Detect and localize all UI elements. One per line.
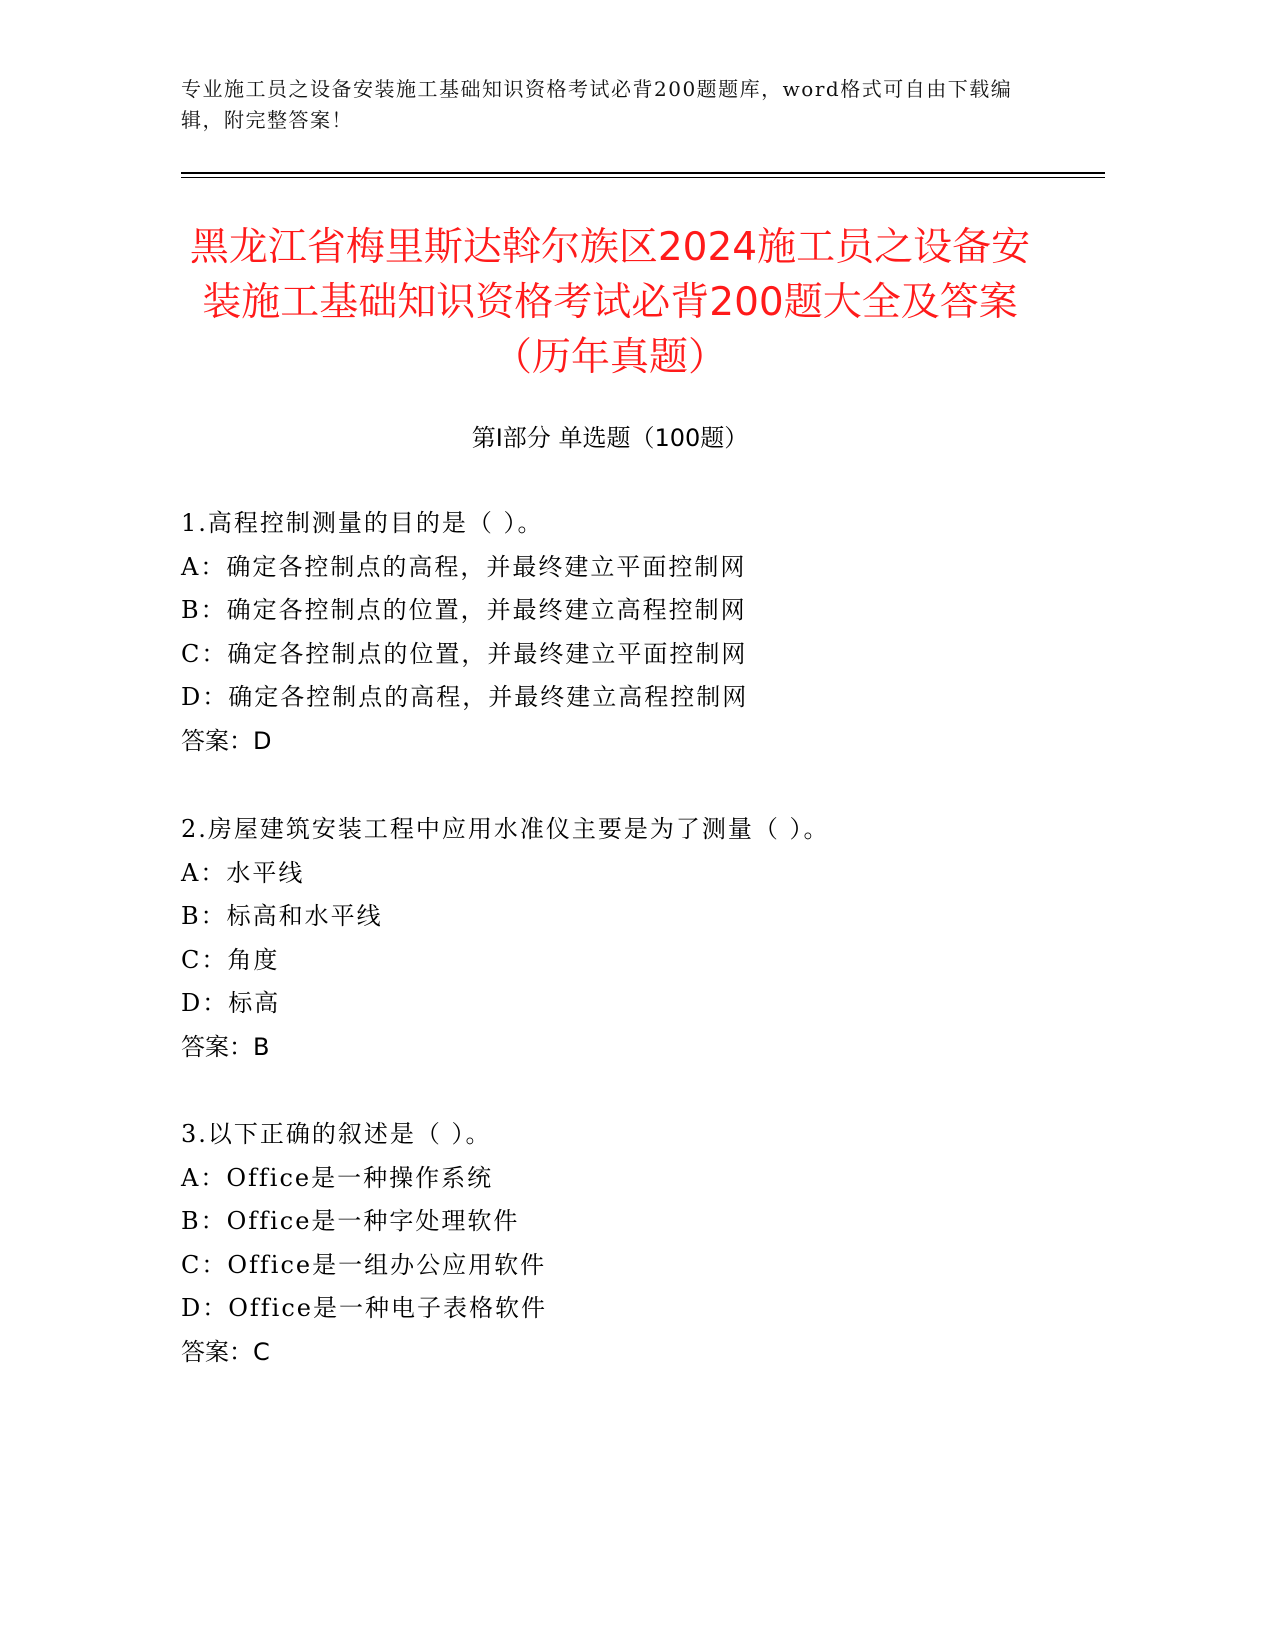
option-d: D：标高 — [181, 989, 281, 1017]
option-d: D：确定各控制点的高程，并最终建立高程控制网 — [181, 683, 749, 711]
option-d: D：Office是一种电子表格软件 — [181, 1294, 548, 1322]
question-stem: 1.高程控制测量的目的是（ ）。 — [181, 509, 544, 537]
option-c: C：角度 — [181, 945, 280, 974]
question-1 — [181, 502, 1081, 763]
question-stem: 3.以下正确的叙述是（ ）。 — [181, 1120, 492, 1148]
option-a: A：水平线 — [181, 858, 305, 887]
option-c: C：确定各控制点的位置，并最终建立平面控制网 — [181, 639, 748, 668]
answer: 答案：C — [181, 1337, 270, 1366]
question-2 — [181, 808, 1081, 1069]
header-divider-thin — [181, 177, 1105, 178]
option-c: C：Office是一组办公应用软件 — [181, 1250, 547, 1279]
section-title: 第Ⅰ部分 单选题（100题） — [471, 424, 749, 452]
option-a: A：Office是一种操作系统 — [181, 1163, 494, 1192]
question-3 — [181, 1113, 1081, 1374]
document-title: 黑龙江省梅里斯达斡尔族区2024施工员之设备安装施工基础知识资格考试必背200题大全及答案（历年真题） — [189, 225, 1031, 380]
question-stem: 2.房屋建筑安装工程中应用水准仪主要是为了测量（ ）。 — [181, 815, 830, 843]
answer: 答案：D — [181, 726, 272, 755]
answer: 答案：B — [181, 1032, 270, 1061]
option-b: B：Office是一种字处理软件 — [181, 1207, 520, 1235]
header-note: 专业施工员之设备安装施工基础知识资格考试必背200题题库，word格式可自由下载编辑，附完整答案！ — [181, 77, 1013, 132]
header-divider-thick — [181, 172, 1105, 174]
option-b: B：标高和水平线 — [181, 902, 383, 930]
option-a: A：确定各控制点的高程，并最终建立平面控制网 — [181, 552, 747, 581]
option-b: B：确定各控制点的位置，并最终建立高程控制网 — [181, 596, 747, 624]
